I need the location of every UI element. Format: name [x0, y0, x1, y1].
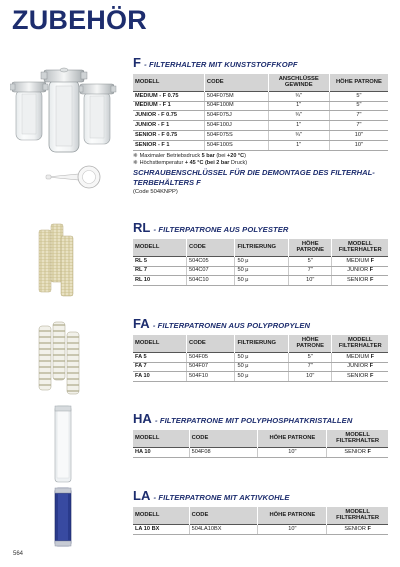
table-row: JUNIOR - F 1 504F100J 1" 7"	[133, 121, 388, 131]
column-header: MODELL	[133, 335, 187, 352]
note-temperature: ❋ Höchsttemperatur + 45 °C (bei 2 bar Druck)	[133, 160, 248, 167]
column-header: CODE	[187, 239, 235, 256]
rl-cartridges-image	[35, 222, 77, 300]
table-row: JUNIOR - F 0.75 504F075J ¾" 7"	[133, 111, 388, 121]
section-fa	[133, 318, 388, 382]
column-header: MODELL FILTERHALTER	[332, 335, 388, 352]
filter-housings-image	[10, 62, 122, 156]
section-title: F - FILTERHALTER MIT KUNSTSTOFFKOPF	[133, 55, 298, 70]
page-number: 564	[13, 551, 24, 557]
wrench-title: SCHRAUBENSCHLÜSSEL FÜR DIE DEMONTAGE DES FILTERHAL-TERBEHÄLTERS F	[133, 168, 375, 187]
section-title: FA - FILTERPATRONEN AUS POLYPROPYLEN	[133, 316, 311, 331]
filterhalter-table	[133, 74, 388, 151]
column-header: CODE	[189, 507, 258, 524]
ha-table	[133, 430, 388, 458]
table-row: MEDIUM - F 1 504F100M 1" 5"	[133, 101, 388, 111]
table-row: SENIOR - F 0.75 504F075S ¾" 10"	[133, 131, 388, 141]
table-row: HA 10 504F08 10" SENIOR F	[133, 447, 388, 457]
table-row: RL 7 504C07 50 μ 7" JUNIOR F	[133, 266, 388, 276]
column-header: FILTRIERUNG	[235, 239, 289, 256]
wrench-image	[45, 163, 103, 191]
note-pressure: ❋ Maximaler Betriebsdruck 5 bar (bei +20 °C)	[133, 152, 246, 159]
column-header: CODE	[187, 335, 235, 352]
table-row: FA 7 504F07 50 μ 7" JUNIOR F	[133, 362, 388, 372]
column-header: FILTRIERUNG	[235, 335, 289, 352]
column-header: HÖHE PATRONE	[289, 335, 332, 352]
column-header: CODE	[204, 74, 268, 91]
column-header: MODELL FILTERHALTER	[327, 430, 388, 447]
rl-table	[133, 239, 388, 286]
ha-cartridge-image	[52, 404, 74, 484]
la-table	[133, 507, 388, 535]
column-header: HÖHE PATRONE	[329, 74, 388, 91]
table-row: MEDIUM - F 0.75 504F075M ¾" 5"	[133, 91, 388, 101]
column-header: MODELL	[133, 74, 204, 91]
section-f	[133, 57, 388, 168]
gear-icon: ❋	[133, 152, 138, 159]
column-header: MODELL	[133, 239, 187, 256]
page-title: ZUBEHÖR	[12, 5, 147, 35]
column-header: MODELL	[133, 507, 189, 524]
fa-table	[133, 335, 388, 382]
column-header: HÖHE PATRONE	[258, 507, 327, 524]
column-header: HÖHE PATRONE	[289, 239, 332, 256]
wrench-code: (Code 504KNPP)	[133, 189, 178, 195]
fa-cartridges-image	[35, 320, 83, 396]
table-row: FA 10 504F10 50 μ 10" SENIOR F	[133, 372, 388, 382]
table-row: RL 10 504C10 50 μ 10" SENIOR F	[133, 276, 388, 286]
section-title: LA - FILTERPATRONE MIT AKTIVKOHLE	[133, 488, 290, 503]
section-rl	[133, 222, 388, 286]
specification-notes	[133, 153, 388, 168]
column-header: MODELL FILTERHALTER	[327, 507, 388, 524]
section-la	[133, 490, 388, 535]
table-row: LA 10 BX 504LA10BX 10" SENIOR F	[133, 524, 388, 534]
wrench-section	[133, 168, 388, 195]
column-header: HÖHE PATRONE	[258, 430, 327, 447]
column-header: MODELL FILTERHALTER	[332, 239, 388, 256]
column-header: MODELL	[133, 430, 189, 447]
section-ha	[133, 413, 388, 458]
table-row: SENIOR - F 1 504F100S 1" 10"	[133, 140, 388, 150]
table-row: FA 5 504F05 50 μ 5" MEDIUM F	[133, 352, 388, 362]
column-header: CODE	[189, 430, 258, 447]
section-title: HA - FILTERPATRONE MIT POLYPHOSPHATKRISTALLEN	[133, 411, 353, 426]
column-header: ANSCHLÜSSE GEWINDE	[268, 74, 329, 91]
gear-icon: ❋	[133, 160, 138, 167]
section-title: RL - FILTERPATRONE AUS POLYESTER	[133, 220, 289, 235]
table-row: RL 5 504C05 50 μ 5" MEDIUM F	[133, 256, 388, 266]
la-cartridge-image	[52, 486, 74, 548]
